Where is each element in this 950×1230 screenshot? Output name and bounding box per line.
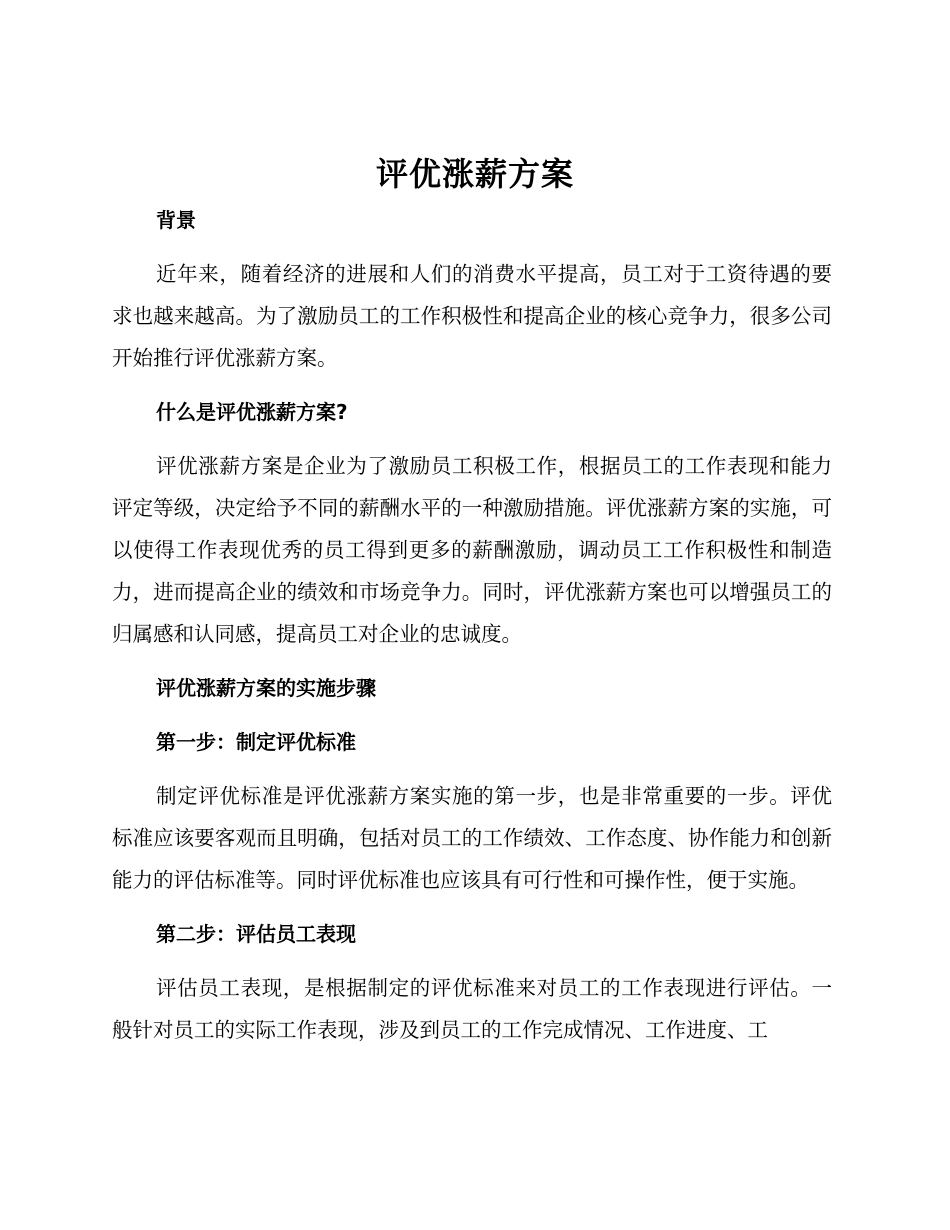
section-paragraph-background: 近年来，随着经济的进展和人们的消费水平提高，员工对于工资待遇的要求也越来越高。为了激励员工的工作积极性和提高企业的核心竞争力，很多公司开始推行评优涨薪方案。 — [112, 262, 832, 370]
section-heading-background: 背景 — [156, 208, 196, 232]
section-paragraph-step-one: 制定评优标准是评优涨薪方案实施的第一步，也是非常重要的一步。评优标准应该要客观而且明确，包括对员工的工作绩效、工作态度、协作能力和创新能力的评估标准等。同时评优标准也应该具有可行性和可操作性，便于实施。 — [112, 784, 832, 892]
section-heading-implementation-steps: 评优涨薪方案的实施步骤 — [156, 676, 376, 700]
document-body — [112, 199, 832, 1051]
section-heading-what-is: 什么是评优涨薪方案? — [156, 400, 348, 424]
section-paragraph-step-two: 评估员工表现，是根据制定的评优标准来对员工的工作表现进行评估。一般针对员工的实际工作表现，涉及到员工的工作完成情况、工作进度、工 — [112, 976, 832, 1042]
section-paragraph-what-is: 评优涨薪方案是企业为了激励员工积极工作，根据员工的工作表现和能力评定等级，决定给予不同的薪酬水平的一种激励措施。评优涨薪方案的实施，可以使得工作表现优秀的员工得到更多的薪酬激励，调动员工工作积极性和制造力，进而提高企业的绩效和市场竞争力。同时，评优涨薪方案也可以增强员工的归属感和认同感，提高员工对企业的忠诚度。 — [112, 454, 832, 646]
document-title: 评优涨薪方案 — [375, 155, 574, 193]
section-heading-step-one: 第一步：制定评优标准 — [156, 730, 356, 754]
section-heading-step-two: 第二步：评估员工表现 — [156, 922, 356, 946]
